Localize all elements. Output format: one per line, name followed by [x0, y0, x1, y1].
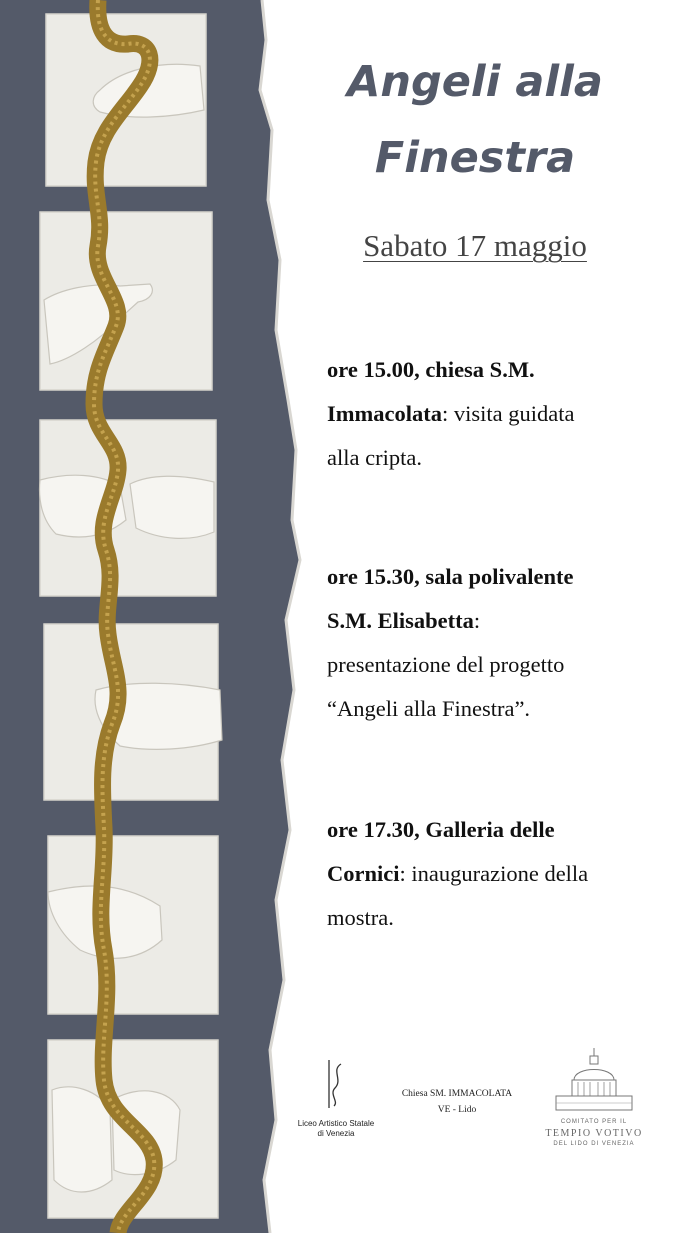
event-1-line2: [327, 392, 672, 436]
liceo-logo-icon: [325, 1058, 347, 1110]
poster-title-line2: Finestra: [374, 133, 576, 183]
event-1-line3: alla cripta.: [327, 445, 422, 470]
event-3-desc: : inaugurazione della: [399, 861, 589, 886]
comitato-name: [540, 1118, 648, 1149]
artwork-panel: [0, 0, 310, 1233]
event-3-line3: mostra.: [327, 905, 394, 930]
liceo-name-line2: di Venezia: [317, 1129, 355, 1138]
event-2-time-place: ore 15.30, sala polivalente: [327, 564, 574, 589]
comitato-line2: TEMPIO VOTIVO: [545, 1128, 643, 1139]
event-3-venue: Cornici: [327, 861, 400, 886]
event-3-line2: [327, 852, 672, 896]
event-1-line1: [327, 348, 672, 392]
event-1-time-place: ore 15.00, chiesa S.M.: [327, 357, 535, 382]
event-1-venue: Immacolata: [327, 401, 442, 426]
tempio-votivo-logo-icon: [552, 1046, 636, 1116]
event-2: [327, 555, 672, 731]
liceo-name-line1: Liceo Artistico Statale: [297, 1119, 375, 1128]
hand-3b: [130, 476, 214, 538]
chiesa-name-line1: Chiesa SM. IMMACOLATA: [401, 1089, 513, 1099]
event-2-venue: S.M. Elisabetta: [327, 608, 474, 633]
event-1: [327, 348, 672, 480]
event-2-colon: :: [473, 608, 481, 633]
event-3-time-place: ore 17.30, Galleria delle: [327, 817, 555, 842]
event-date: Sabato 17 maggio: [363, 228, 587, 263]
event-2-line1: [327, 555, 672, 599]
event-3-line1: [327, 808, 672, 852]
event-2-line3: presentazione del progetto: [327, 652, 565, 677]
event-2-line4: “Angeli alla Finestra”.: [327, 696, 531, 721]
comitato-line1: COMITATO PER IL: [560, 1119, 628, 1125]
chiesa-name-line2: VE - Lido: [437, 1105, 477, 1115]
poster-title-line1: Angeli alla: [347, 57, 603, 107]
event-1-desc: : visita guidata: [441, 401, 575, 426]
chiesa-name: [392, 1086, 522, 1118]
liceo-name: [286, 1119, 386, 1139]
event-2-line2: [327, 599, 672, 643]
comitato-line3: DEL LIDO DI VENEZIA: [553, 1141, 635, 1147]
event-3: [327, 808, 672, 940]
